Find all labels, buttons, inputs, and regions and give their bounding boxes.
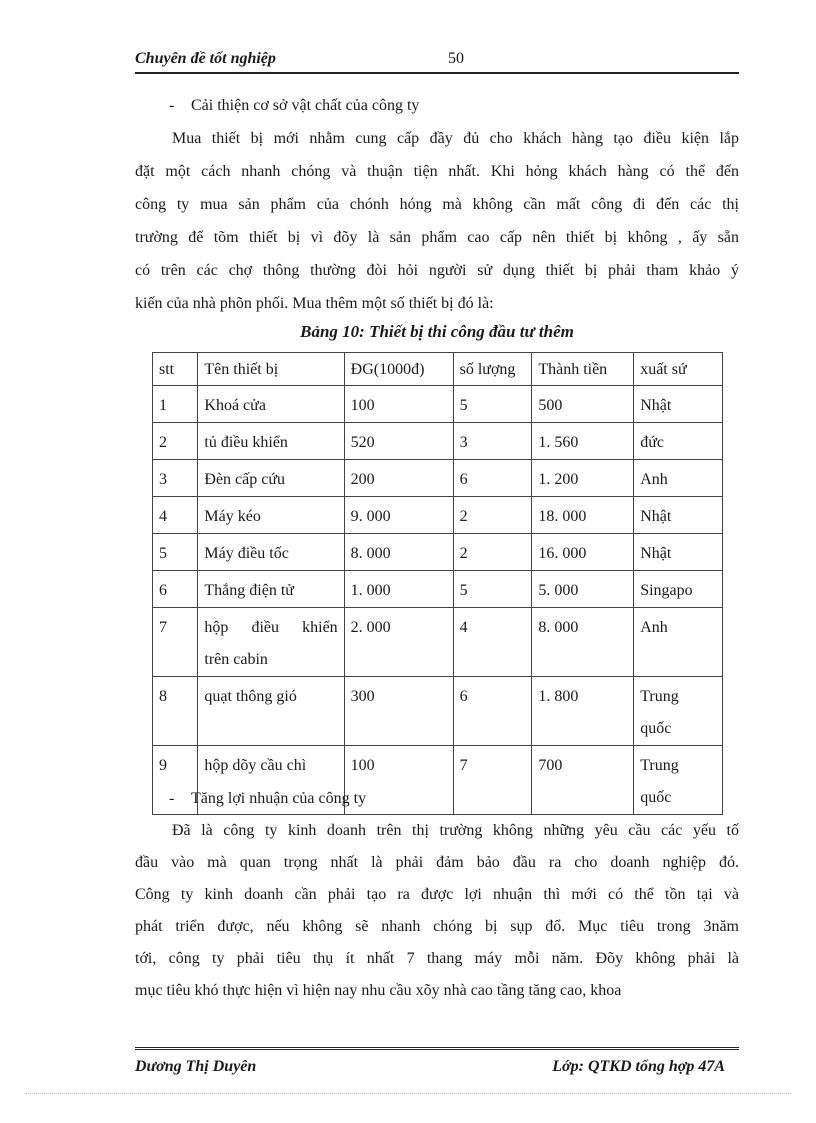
cell-total: 8. 000 [532,608,634,677]
paragraph-line: có trên các chợ thông thường đòi hỏi người sử dụng thiết bị phải tham khảo ý [135,262,739,279]
cell-stt: 9 [153,746,198,815]
col-header: ĐG(1000đ) [344,353,453,386]
paragraph-line: công ty mua sản phẩm của chónh hóng mà không cần mất công đi đến các thị [135,196,739,213]
footer-author: Dương Thị Duyên [135,1058,257,1075]
table-row [153,386,723,423]
cell-qty: 4 [453,608,532,677]
bullet-dash: - [169,97,175,114]
cell-price: 520 [344,423,453,460]
cell-qty: 3 [453,423,532,460]
table-row [153,497,723,534]
col-header: xuất sứ [634,353,723,386]
bottom-dotted-rule [25,1093,791,1094]
cell-name-line: hộp điều khiển [204,619,338,636]
cell-name: Đèn cấp cứu [198,460,344,497]
cell-total: 18. 000 [532,497,634,534]
cell-origin: đức [634,423,723,460]
col-header: Tên thiết bị [198,353,344,386]
page-header [135,50,739,74]
table-row [153,423,723,460]
cell-origin [634,677,723,746]
page-number: 50 [448,50,464,67]
cell-stt: 2 [153,423,198,460]
cell-origin: Nhật [634,386,723,423]
cell-name [198,608,344,677]
cell-stt: 7 [153,608,198,677]
cell-name: tủ điều khiển [198,423,344,460]
page-footer [135,1047,739,1080]
footer-class: Lớp: QTKD tổng hợp 47A [552,1058,725,1075]
cell-price: 2. 000 [344,608,453,677]
table-row [153,608,723,677]
table-caption: Bảng 10: Thiết bị thi công đầu tư thêm [300,322,574,341]
cell-origin-line: quốc [640,720,672,737]
bullet-dash: - [169,790,175,807]
cell-total: 5. 000 [532,571,634,608]
table-row [153,677,723,746]
paragraph-line: phát triển được, nếu không sẽ nhanh chóng bị sụp đổ. Mục tiêu trong 3năm [135,918,739,935]
cell-origin: Anh [634,460,723,497]
cell-stt: 1 [153,386,198,423]
cell-qty: 5 [453,386,532,423]
cell-name: quạt thông gió [198,677,344,746]
cell-price: 1. 000 [344,571,453,608]
cell-origin: Singapo [634,571,723,608]
cell-qty: 5 [453,571,532,608]
cell-price: 200 [344,460,453,497]
bullet-heading [135,97,739,115]
equipment-table [152,352,723,815]
cell-price: 100 [344,746,453,815]
cell-qty: 2 [453,497,532,534]
cell-price: 100 [344,386,453,423]
cell-origin-line: Trung [640,757,679,774]
bullet-heading [135,790,739,808]
cell-total: 700 [532,746,634,815]
paragraph-line: Đã là công ty kinh doanh trên thị trường không những yêu cầu các yếu tố [172,822,739,839]
table-header-row [153,353,723,386]
cell-total: 1. 800 [532,677,634,746]
paragraph-line: tới, công ty phải tiêu thụ ít nhất 7 thang máy mỗi năm. Đõy không phải là [135,950,739,967]
table-row [153,534,723,571]
paragraph-line: Mua thiết bị mới nhằm cung cấp đầy đủ cho khách hàng tạo điều kiện lắp [172,130,739,147]
cell-stt: 3 [153,460,198,497]
cell-qty: 6 [453,460,532,497]
cell-qty: 2 [453,534,532,571]
header-title: Chuyên đề tốt nghiệp [135,50,276,67]
heading-text: Tăng lợi nhuận của công ty [191,790,367,807]
cell-total: 1. 200 [532,460,634,497]
table-row [153,571,723,608]
paragraph-line: kiến của nhà phõn phối. Mua thêm một số thiết bị đó là: [135,295,494,312]
heading-text: Cải thiện cơ sở vật chất của công ty [191,97,420,114]
cell-name: Máy điều tốc [198,534,344,571]
cell-origin-line: Trung [640,688,679,705]
cell-origin: Nhật [634,534,723,571]
col-header: Thành tiền [532,353,634,386]
cell-price: 8. 000 [344,534,453,571]
paragraph-line: đầu vào mà quan trọng nhất là phải đảm bảo đầu ra cho doanh nghiệp đó. [135,854,739,871]
paragraph-line: Công ty kinh doanh cần phải tạo ra được lợi nhuận thì mới có thể tồn tại và [135,886,739,903]
cell-stt: 4 [153,497,198,534]
cell-origin: Anh [634,608,723,677]
col-header: số lượng [453,353,532,386]
cell-qty: 7 [453,746,532,815]
cell-name: Máy kéo [198,497,344,534]
cell-stt: 8 [153,677,198,746]
cell-total: 16. 000 [532,534,634,571]
table-row [153,460,723,497]
paragraph-line: mục tiêu khó thực hiện vì hiện nay nhu cầu xõy nhà cao tầng tăng cao, khoa [135,982,622,999]
cell-total: 1. 560 [532,423,634,460]
cell-name: hộp dõy cầu chì [198,746,344,815]
cell-name: Thắng điện tử [198,571,344,608]
cell-price: 9. 000 [344,497,453,534]
cell-name-line: trên cabin [204,651,268,668]
cell-stt: 5 [153,534,198,571]
cell-origin: Nhật [634,497,723,534]
paragraph-line: trường để tõm thiết bị vì đõy là sản phẩm cao cấp nên thiết bị không , ấy sẵn [135,229,739,246]
cell-qty: 6 [453,677,532,746]
cell-origin-line: quốc [640,789,672,806]
col-header: stt [153,353,198,386]
cell-price: 300 [344,677,453,746]
cell-stt: 6 [153,571,198,608]
cell-total: 500 [532,386,634,423]
cell-name: Khoá cửa [198,386,344,423]
paragraph-line: đặt một cách nhanh chóng và thuận tiện nhất. Khi hỏng khách hàng có thể đến [135,163,739,180]
